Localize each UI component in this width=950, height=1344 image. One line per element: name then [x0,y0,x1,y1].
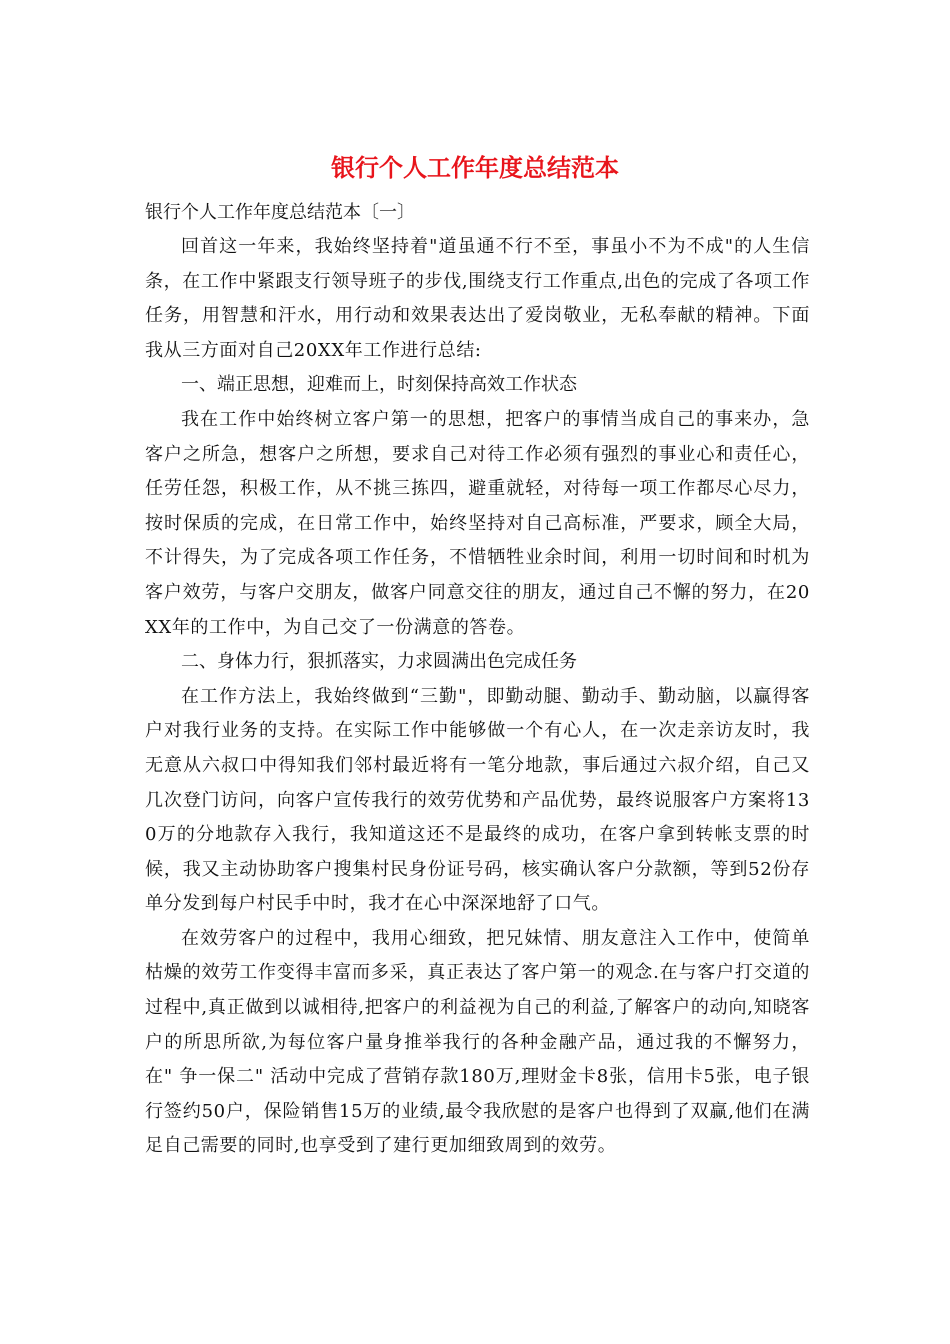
section-heading-2: 二、身体力行，狠抓落实，力求圆满出色完成任务 [181,651,577,673]
section-heading-1: 一、端正思想，迎难而上，时刻保持高效工作状态 [181,374,577,396]
document-body [145,196,810,1164]
document-title: 银行个人工作年度总结范本 [331,153,619,182]
paragraph-customer-first: 我在工作中始终树立客户第一的思想，把客户的事情当成自己的事来办，急客户之所急，想客户之所想，要求自己对待工作必须有强烈的事业心和责任心，任劳任怨，积极工作，从不挑三拣四，避重就轻，对待每一项工作都尽心尽力，按时保质的完成，在日常工作中，始终坚持对自己高标准，严要求，顾全大局，不计得失，为了完成各项工作任务，不惜牺牲业余时间，利用一切时间和时机为客户效劳，与客户交朋友，做客户同意交往的朋友，通过自己不懈的努力，在20XX年的工作中，为自己交了一份满意的答卷。 [145,408,810,638]
paragraph-work-method: 在工作方法上，我始终做到“三勤"，即勤动腿、勤动手、勤动脑，以赢得客户对我行业务的支持。在实际工作中能够做一个有心人，在一次走亲访友时，我无意从六叔口中得知我们邻村最近将有一笔分地款，事后通过六叔介绍，自己又几次登门访问，向客户宣传我行的效劳优势和产品优势，最终说服客户方案将130万的分地款存入我行，我知道这还不是最终的成功，在客户拿到转帐支票的时候，我又主动协助客户搜集村民身份证号码，核实确认客户分款额，等到52份存单分发到每户村民手中时，我才在心中深深地舒了口气。 [145,685,810,915]
section-subtitle: 银行个人工作年度总结范本〔一〕 [145,202,415,223]
paragraph-intro: 回首这一年来，我始终坚持着"道虽通不行不至，事虽小不为不成"的人生信条，在工作中紧跟支行领导班子的步伐,围绕支行工作重点,出色的完成了各项工作任务，用智慧和汗水，用行动和效果表达出了爱岗敬业，无私奉献的精神。下面我从三方面对自己20XX年工作进行总结: [145,236,810,361]
paragraph-service: 在效劳客户的过程中，我用心细致，把兄妹情、朋友意注入工作中，使简单枯燥的效劳工作变得丰富而多采，真正表达了客户第一的观念.在与客户打交道的过程中,真正做到以诚相待,把客户的利益视为自己的利益,了解客户的动向,知晓客户的所思所欲,为每位客户量身推举我行的各种金融产品，通过我的不懈努力，在" 争一保二" 活动中完成了营销存款180万,理财金卡8张，信用卡5张，电子银行签约50户，保险销售15万的业绩,最令我欣慰的是客户也得到了双赢,他们在满足自己需要的同时,也享受到了建行更加细致周到的效劳。 [145,927,810,1157]
